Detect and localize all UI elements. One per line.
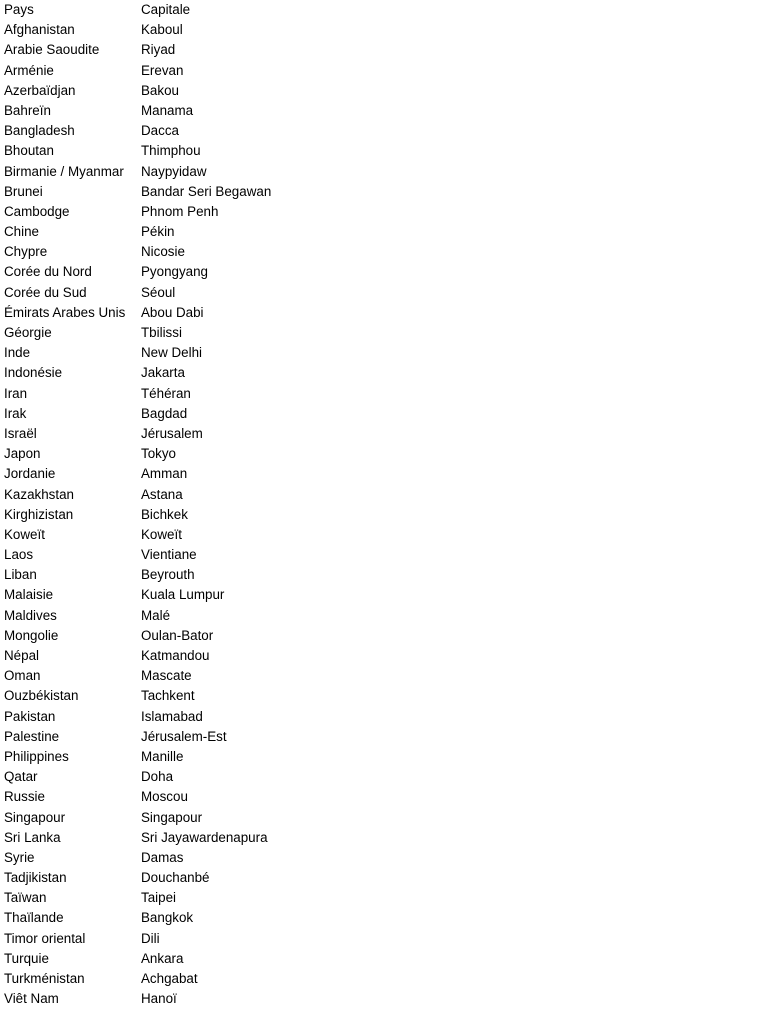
country-cell: Indonésie [4,365,63,381]
capital-cell: New Delhi [141,345,203,361]
table-row [4,828,341,848]
capital-cell: Beyrouth [141,567,195,583]
country-cell: Thaïlande [4,910,64,926]
capital-cell: Pyongyang [141,264,209,280]
capital-cell: Islamabad [141,708,203,724]
country-cell: Afghanistan [4,22,75,38]
country-cell: Jordanie [4,466,56,482]
table-row [4,545,341,565]
country-cell: Birmanie / Myanmar [4,163,124,179]
capital-cell: Tokyo [141,446,176,462]
table-row [4,464,341,484]
table-row [4,787,341,807]
table-row [4,686,341,706]
table-row [4,343,341,363]
country-cell: Pakistan [4,708,56,724]
country-cell: Irak [4,405,27,421]
header-row [4,0,341,20]
table-row [4,888,341,908]
table-row [4,182,341,202]
country-cell: Singapour [4,809,66,825]
capital-cell: Séoul [141,284,176,300]
table-row [4,424,341,444]
country-cell: Azerbaïdjan [4,82,76,98]
table-row [4,61,341,81]
capital-cell: Singapour [141,809,203,825]
table-row [4,202,341,222]
capital-cell: Dacca [141,123,179,139]
country-cell: Taïwan [4,890,47,906]
country-cell: Népal [4,648,39,663]
country-cell: Émirats Arabes Unis [4,304,126,320]
capital-cell: Jérusalem [141,425,203,441]
table-row [4,929,341,949]
table-row [4,283,341,303]
table-row [4,485,341,505]
country-cell: Qatar [4,769,38,785]
table-row [4,908,341,928]
capital-cell: Bagdad [141,405,188,421]
country-cell: Inde [4,345,31,361]
country-capital-table [4,0,341,1009]
capital-cell: Erevan [141,62,184,78]
capital-cell: Bangkok [141,910,194,926]
capital-cell: Doha [141,769,174,785]
capital-cell: Kuala Lumpur [141,587,225,603]
table-row [4,101,341,121]
capital-cell: Dili [141,930,160,946]
country-cell: Arabie Saoudite [4,42,100,58]
country-cell: Bhoutan [4,143,54,159]
capital-cell: Koweït [141,526,182,542]
capital-cell: Katmandou [141,648,210,663]
table-row [4,121,341,141]
country-cell: Philippines [4,748,69,764]
country-cell: Mongolie [4,627,59,643]
country-cell: Koweït [4,526,45,542]
country-cell: Bangladesh [4,123,75,139]
capital-cell: Sri Jayawardenapura [141,829,268,845]
table-row [4,525,341,545]
country-cell: Cambodge [4,203,70,219]
country-cell: Géorgie [4,325,52,340]
country-cell: Tadjikistan [4,870,67,886]
country-cell: Russie [4,789,45,805]
capital-cell: Manille [141,748,184,764]
country-cell: Syrie [4,849,35,865]
capital-cell: Mascate [141,668,192,684]
capital-cell: Taipei [141,890,176,906]
table-row [4,323,341,343]
capital-cell: Jakarta [141,365,185,381]
table-row [4,40,341,60]
capital-cell: Vientiane [141,547,197,563]
country-cell: Kirghizistan [4,506,74,522]
table-row [4,707,341,727]
capital-cell: Thimphou [141,143,201,159]
country-cell: Sri Lanka [4,829,61,845]
table-row [4,444,341,464]
country-cell: Iran [4,385,28,401]
table-row [4,242,341,262]
country-cell: Turquie [4,950,49,966]
country-cell: Corée du Sud [4,284,87,300]
table-row [4,162,341,182]
capital-cell: Moscou [141,789,188,805]
capital-cell: Amman [141,466,188,482]
country-cell: Palestine [4,728,60,744]
country-cell: Liban [4,567,37,583]
country-cell: Japon [4,446,41,462]
table-row [4,949,341,969]
table-row [4,727,341,747]
country-cell: Maldives [4,607,57,623]
table-row [4,404,341,424]
country-cell: Turkménistan [4,971,85,986]
table-row [4,868,341,888]
header-capital: Capitale [141,2,191,17]
country-cell: Chypre [4,244,48,260]
table-row [4,20,341,40]
country-cell: Laos [4,547,34,563]
table-row [4,989,341,1009]
table-row [4,81,341,101]
table-row [4,585,341,605]
capital-cell: Bandar Seri Begawan [141,183,272,199]
capital-cell: Ankara [141,950,184,966]
table-row [4,565,341,585]
capital-cell: Tbilissi [141,325,182,340]
table-row [4,363,341,383]
table-row [4,646,341,666]
capital-cell: Naypyidaw [141,163,207,179]
capital-cell: Manama [141,102,194,118]
table-row [4,767,341,787]
country-cell: Viêt Nam [4,991,59,1007]
table-body [4,20,341,1009]
country-cell: Chine [4,224,39,240]
country-cell: Corée du Nord [4,264,92,280]
capital-cell: Abou Dabi [141,304,204,320]
country-cell: Kazakhstan [4,486,74,502]
header-country: Pays [4,2,34,17]
capital-cell: Malé [141,607,171,623]
table-row [4,626,341,646]
capital-cell: Bakou [141,82,179,98]
country-cell: Ouzbékistan [4,688,79,704]
table-row [4,808,341,828]
table-row [4,848,341,868]
table-row [4,141,341,161]
country-cell: Israël [4,425,37,441]
country-cell: Timor oriental [4,930,86,946]
capital-cell: Nicosie [141,244,185,260]
capital-cell: Damas [141,849,184,865]
table-row [4,606,341,626]
table-row [4,505,341,525]
capital-cell: Phnom Penh [141,203,219,219]
country-cell: Brunei [4,183,43,199]
capital-cell: Téhéran [141,385,191,401]
capital-cell: Bichkek [141,506,188,522]
capital-cell: Douchanbé [141,870,210,886]
table-row [4,262,341,282]
capital-cell: Riyad [141,42,176,58]
country-cell: Oman [4,668,41,684]
table-row [4,222,341,242]
table-row [4,303,341,323]
capital-cell: Pékin [141,224,175,240]
table-row [4,384,341,404]
table-row [4,666,341,686]
capital-cell: Jérusalem-Est [141,728,227,744]
capital-cell: Tachkent [141,688,195,704]
capital-cell: Kaboul [141,22,183,38]
country-cell: Bahreïn [4,102,51,118]
capital-cell: Astana [141,486,183,502]
country-cell: Arménie [4,62,54,78]
table-row [4,969,341,989]
capital-cell: Achgabat [141,971,198,986]
capital-cell: Oulan-Bator [141,627,214,643]
capital-cell: Hanoï [141,991,177,1007]
country-cell: Malaisie [4,587,54,603]
table-row [4,747,341,767]
